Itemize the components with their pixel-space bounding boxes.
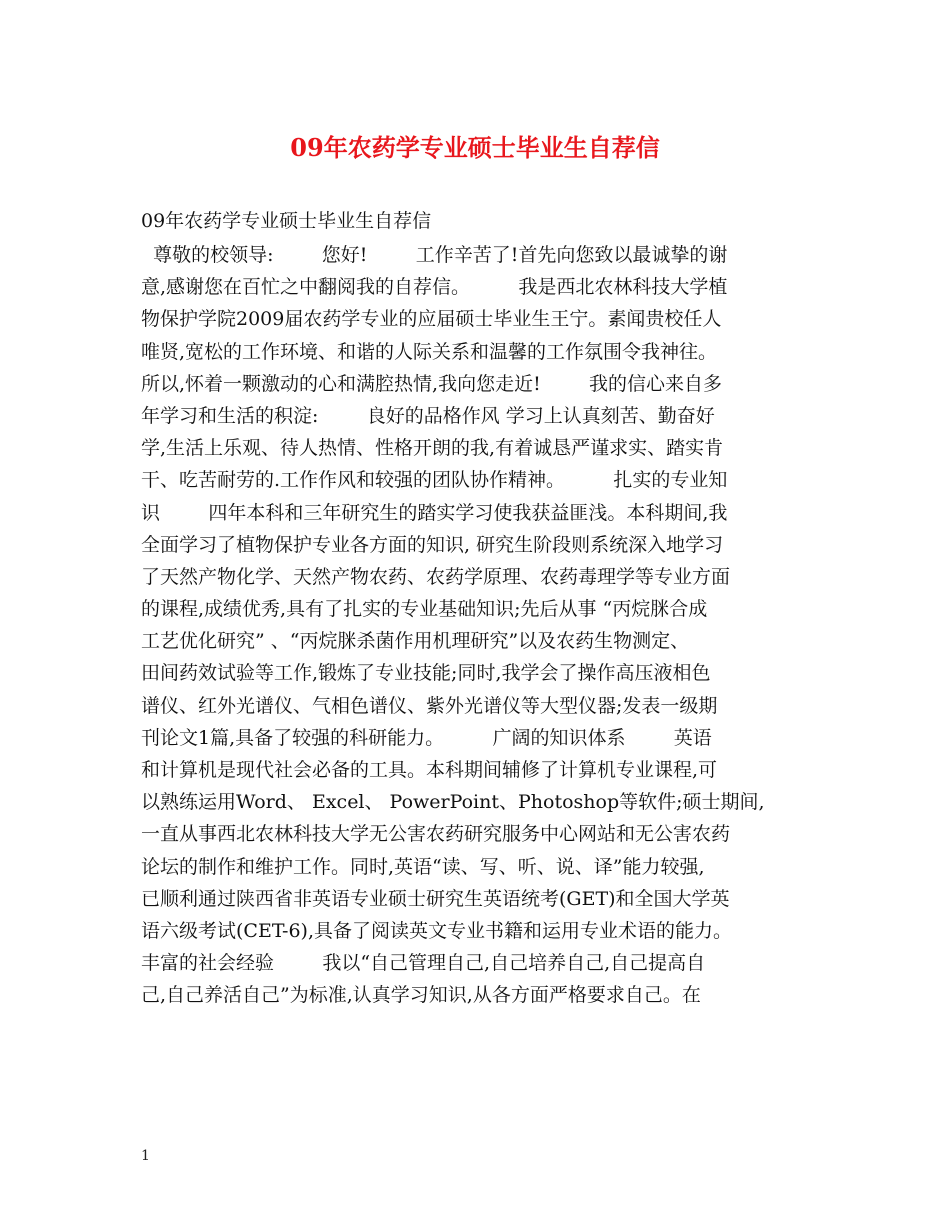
text-line: 工艺优化研究” 、“丙烷脒杀菌作用机理研究”以及农药生物测定、: [141, 630, 690, 653]
text-line: 田间药效试验等工作,锻炼了专业技能;同时,我学会了操作高压液相色: [141, 662, 711, 685]
letter-body: [141, 203, 813, 1012]
document-title: 09年农药学专业硕士毕业生自荐信: [290, 133, 660, 162]
page-number: 1: [141, 1148, 150, 1164]
text-line: 尊敬的校领导: 您好! 工作辛苦了!首先向您致以最诚挚的谢: [141, 244, 728, 266]
text-line: 的课程,成绩优秀,具有了扎实的专业基础知识;先后从事 “丙烷脒合成: [141, 598, 708, 621]
text-line: 和计算机是现代社会必备的工具。本科期间辅修了计算机专业课程,可: [141, 759, 718, 781]
text-line: 干、吃苦耐劳的.工作作风和较强的团队协作精神。 扎实的专业知: [141, 469, 728, 492]
text-line: 了天然产物化学、天然产物农药、农药学原理、农药毒理学等专业方面: [141, 565, 731, 588]
text-line: 物保护学院2009届农药学专业的应届硕士毕业生王宁。素闻贵校任人: [141, 308, 722, 331]
text-line: 学,生活上乐观、待人热情、性格开朗的我,有着诚恳严谨求实、踏实肯: [141, 437, 724, 460]
text-line: 丰富的社会经验 我以“自己管理自己,自己培养自己,自己提高自: [141, 952, 706, 975]
text-line: 一直从事西北农林科技大学无公害农药研究服务中心网站和无公害农药: [141, 823, 731, 846]
text-line: 己,自己养活自己”为标准,认真学习知识,从各方面严格要求自己。在: [141, 984, 701, 1007]
text-line: 识 四年本科和三年研究生的踏实学习使我获益匪浅。本科期间,我: [141, 501, 728, 524]
text-line: 09年农药学专业硕士毕业生自荐信: [141, 210, 432, 232]
text-line: 以熟练运用Word、 Excel、 PowerPoint、Photoshop等软件;硕士期间,: [141, 791, 765, 814]
text-line: 谱仪、红外光谱仪、气相色谱仪、紫外光谱仪等大型仪器;发表一级期: [141, 694, 718, 717]
text-line: 所以,怀着一颗激动的心和满腔热情,我向您走近! 我的信心来自多: [141, 372, 723, 395]
text-line: 唯贤,宽松的工作环境、和谐的人际关系和温馨的工作氛围令我神往。: [141, 340, 718, 363]
text-line: 意,感谢您在百忙之中翻阅我的自荐信。 我是西北农林科技大学植: [141, 276, 728, 299]
text-line: 刊论文1篇,具备了较强的科研能力。 广阔的知识体系 英语: [141, 726, 712, 749]
text-line: 全面学习了植物保护专业各方面的知识, 研究生阶段则系统深入地学习: [141, 533, 724, 556]
text-line: 论坛的制作和维护工作。同时,英语“读、写、听、说、译”能力较强,: [141, 855, 705, 878]
text-line: 语六级考试(CET-6),具备了阅读英文专业书籍和运用专业术语的能力。: [141, 919, 733, 942]
text-line: 已顺利通过陕西省非英语专业硕士研究生英语统考(GET)和全国大学英: [141, 887, 730, 910]
text-line: 年学习和生活的积淀: 良好的品格作风 学习上认真刻苦、勤奋好: [141, 404, 715, 427]
